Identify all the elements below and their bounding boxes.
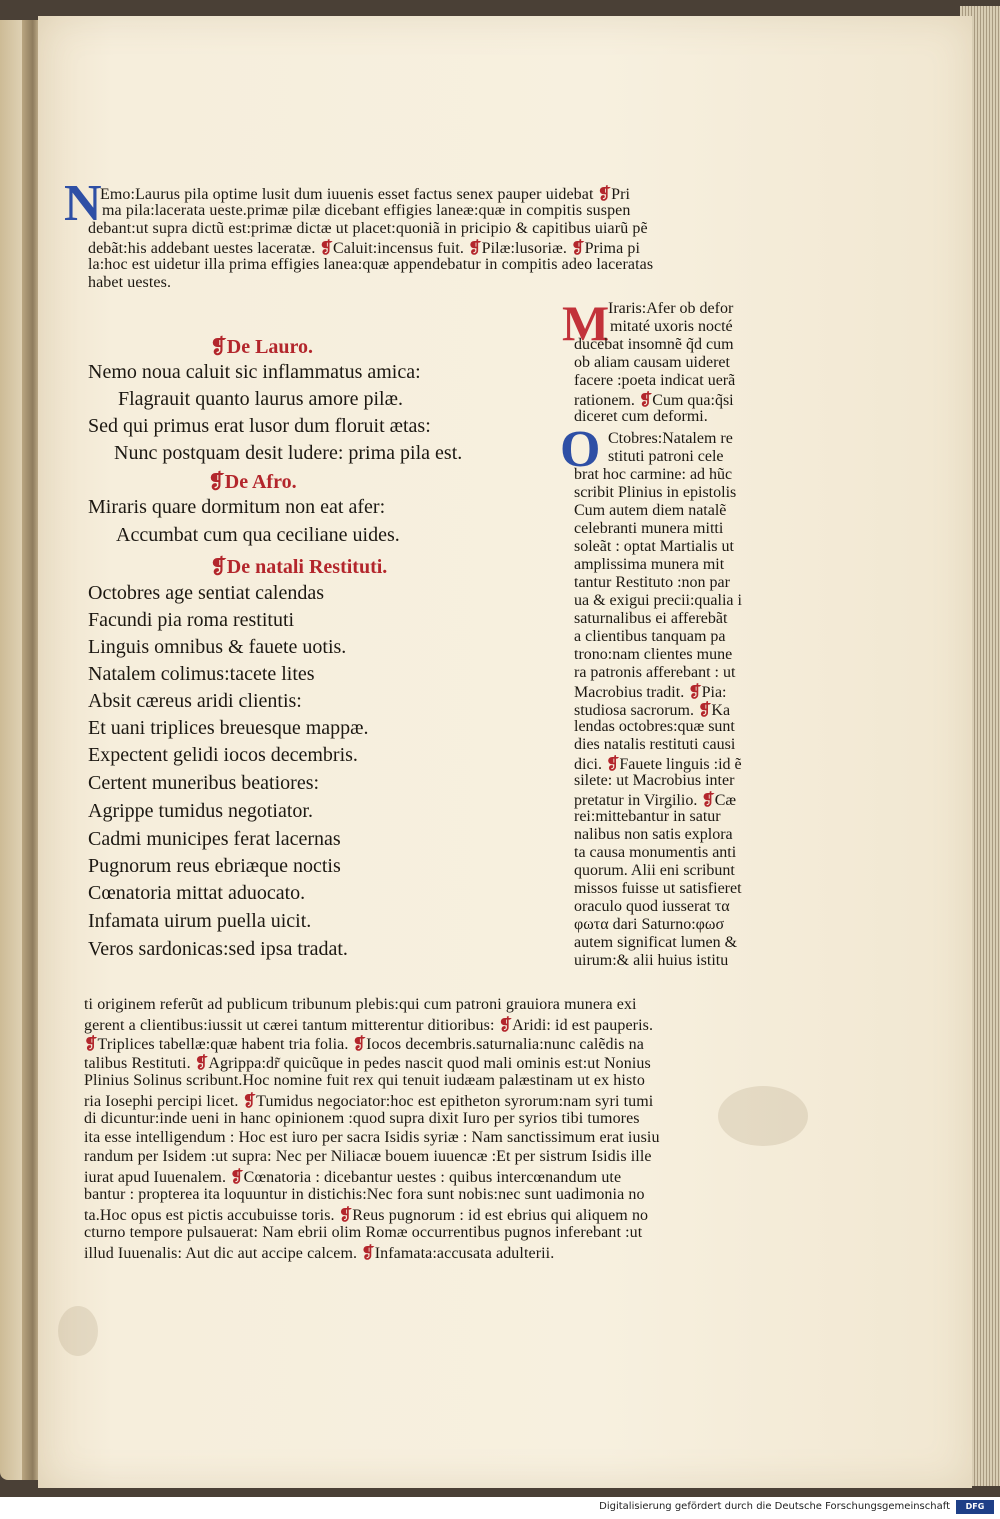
commentary-bottom-line: iurat apud Iuuenalem. ❡Cœnatoria : dicebantur uestes : quibus intercœnandum ute — [84, 1169, 622, 1186]
commentary-top-line: habet uestes. — [88, 274, 172, 291]
verse-line: Expectent gelidi iocos decembris. — [88, 744, 358, 766]
commentary-top-line: ma pila:lacerata ueste.primæ pilæ dicebant effigies laneæ:quæ in compitis suspen — [102, 202, 631, 219]
side-commentary-line: trono:nam clientes mune — [574, 646, 733, 663]
verse-line: Miraris quare dormitum non eat afer: — [88, 496, 386, 518]
commentary-bottom-line: ta.Hoc opus est pictis accubuisse toris. ❡Reus pugnorum : id est ebrius qui aliquem no — [84, 1207, 649, 1224]
verse-line: Certent muneribus beatiores: — [88, 772, 320, 794]
commentary-top-line: debãt:his addebant uestes laceratæ. ❡Caluit:incensus fuit. ❡Pilæ:lusoriæ. ❡Prima pi — [88, 240, 641, 257]
side-commentary-line: rei:mittebantur in satur — [574, 808, 721, 825]
side-commentary-line: dies natalis restituti causi — [574, 736, 736, 753]
section-heading-de-lauro: ❡De Lauro. — [210, 336, 314, 358]
verse-line: Natalem colimus:tacete lites — [88, 663, 315, 685]
commentary-bottom-line: ita esse intelligendum : Hoc est iuro per sacra Isidis syriæ : Nam sanctissimum erat iusiu — [84, 1129, 660, 1146]
commentary-top-line: debant:ut supra dictũ est:primæ dictæ ut placet:quoniã in pricipio & capitibus uiarũ pẽ — [88, 220, 648, 237]
side-commentary-line: oraculo quod iusserat τα — [574, 898, 730, 915]
side-commentary-line: facere :poeta indicat uerã — [574, 372, 736, 389]
side-commentary-line: celebranti munera mitti — [574, 520, 724, 537]
verse-line: Nunc postquam desit ludere: prima pila est. — [114, 442, 463, 464]
side-commentary-line: ta causa monumentis anti — [574, 844, 737, 861]
book-page — [38, 16, 972, 1488]
initial-m-red: M — [562, 295, 610, 351]
commentary-bottom-line: ti originem referũt ad publicum tribunum plebis:qui cum patroni grauiora munera exi — [84, 996, 637, 1013]
side-commentary-line: diceret cum deformi. — [574, 408, 708, 425]
commentary-bottom-line: ria Iosephi percipi licet. ❡Tumidus negociator:hoc est epitheton syrorum:nam syri tumi — [84, 1093, 654, 1110]
initial-o-blue: O — [560, 421, 601, 478]
side-commentary-line: soleãt : optat Martialis ut — [574, 538, 734, 555]
side-commentary-line: Macrobius tradit. ❡Pia: — [574, 684, 727, 701]
side-commentary-line: φωτα dari Saturno:φωσ — [574, 916, 725, 933]
side-commentary-line: silete: ut Macrobius inter — [574, 772, 735, 789]
side-commentary-line: scribit Plinius in epistolis — [574, 484, 737, 501]
side-commentary-line: quorum. Alii eni scribunt — [574, 862, 735, 879]
verse-line: Et uani triplices breuesque mappæ. — [88, 717, 369, 739]
side-commentary-line: ra patronis afferebant : ut — [574, 664, 736, 681]
side-commentary-line: ducebat insomnẽ q̃d cum — [574, 336, 734, 353]
side-commentary-line: lendas octobres:quæ sunt — [574, 718, 735, 735]
side-commentary-line: a clientibus tanquam pa — [574, 628, 726, 645]
side-commentary-line: rationem. ❡Cum qua:q̃si — [574, 392, 734, 409]
verse-line: Infamata uirum puella uicit. — [88, 910, 312, 932]
side-commentary-line: stituti patroni cele — [608, 448, 724, 465]
side-commentary-line: uirum:& alii huius istitu — [574, 952, 729, 969]
commentary-bottom-line: illud Iuuenalis: Aut dic aut accipe calcem. ❡Infamata:accusata adulterii. — [84, 1245, 555, 1262]
side-commentary-line: studiosa sacrorum. ❡Ka — [574, 702, 731, 719]
section-heading-de-natali-restituti: ❡De natali Restituti. — [210, 556, 388, 578]
initial-n-blue: N — [64, 175, 102, 232]
side-commentary-line: Ctobres:Natalem re — [608, 430, 733, 447]
verse-line: Linguis omnibus & fauete uotis. — [88, 636, 347, 658]
commentary-bottom-line: gerent a clientibus:iussit ut cærei tantum mitterentur ditioribus: ❡Aridi: id est pauperis. — [84, 1017, 654, 1034]
verse-line: Flagrauit quanto laurus amore pilæ. — [118, 388, 403, 410]
side-commentary-line: dici. ❡Fauete linguis :id ẽ — [574, 756, 742, 773]
footer-bar — [0, 1497, 1000, 1519]
side-commentary-line: tantur Restituto :non par — [574, 574, 730, 591]
verse-line: Facundi pia roma restituti — [88, 609, 295, 631]
side-commentary-line: Cum autem diem natalẽ — [574, 502, 727, 519]
verse-line: Octobres age sentiat calendas — [88, 582, 325, 604]
water-stain — [718, 1086, 808, 1146]
side-commentary-line: mitaté uxoris nocté — [610, 318, 733, 335]
dfg-logo: DFG — [956, 1500, 994, 1514]
side-commentary-line: Iraris:Afer ob defor — [608, 300, 734, 317]
side-commentary-line: autem significat lumen & — [574, 934, 738, 951]
verse-line: Absit cæreus aridi clientis: — [88, 690, 302, 712]
side-commentary-line: amplissima munera mit — [574, 556, 725, 573]
commentary-bottom-line: randum per Isidem :ut supra: Nec per Niliacæ bouem iuuencæ :Et per sistrum Isidis ille — [84, 1148, 652, 1165]
verse-line: Cœnatoria mittat aduocato. — [88, 882, 306, 904]
side-commentary-line: ob aliam causam uideret — [574, 354, 730, 371]
commentary-bottom-line: di dicuntur:inde ueni in hanc opinionem :quod supra dixit Iuro per syrios tibi tumores — [84, 1110, 640, 1127]
side-commentary-line: saturnalibus ei afferebãt — [574, 610, 728, 627]
commentary-top-line: Emo:Laurus pila optime lusit dum iuuenis esset factus senex pauper uidebat ❡Pri — [100, 186, 631, 203]
footer-credit: Digitalisierung gefördert durch die Deutsche Forschungsgemeinschaft — [599, 1501, 950, 1512]
side-commentary-line: missos fuisse ut satisfieret — [574, 880, 742, 897]
verse-line: Cadmi municipes ferat lacernas — [88, 828, 341, 850]
commentary-bottom-line: Plinius Solinus scribunt.Hoc nomine fuit rex qui tenuit iudæam palæstinam ut ex histo — [84, 1072, 645, 1089]
side-commentary-line: ua & exigui precii:qualia i — [574, 592, 742, 609]
side-commentary-line: pretatur in Virgilio. ❡Cæ — [574, 792, 737, 809]
commentary-bottom-line: cturno tempore pulsauerat: Nam ebrii olim Romæ occurrentibus pugnos inferebant :ut — [84, 1224, 643, 1241]
paper-spot — [58, 1306, 98, 1356]
verse-line: Accumbat cum qua ceciliane uides. — [116, 524, 400, 546]
verse-line: Agrippe tumidus negotiator. — [88, 800, 313, 822]
verse-line: Sed qui primus erat lusor dum floruit ætas: — [88, 415, 431, 437]
commentary-bottom-line: ❡Triplices tabellæ:quæ habent tria folia. ❡Iocos decembris.saturnalia:nunc calẽdis na — [84, 1036, 644, 1053]
commentary-bottom-line: bantur : propterea ita loquuntur in distichis:Nec fora sunt nobis:nec sunt uadimonia no — [84, 1186, 645, 1203]
verse-line: Nemo noua caluit sic inflammatus amica: — [88, 361, 421, 383]
section-heading-de-afro: ❡De Afro. — [208, 471, 297, 493]
commentary-top-line: la:hoc est uidetur illa prima effigies lanea:quæ appendebatur in compitis adeo laceratas — [88, 256, 654, 273]
commentary-bottom-line: talibus Restituti. ❡Agrippa:dr̃ quicũque in pedes nascit quod mali ominis est:ut Nonius — [84, 1055, 651, 1072]
verse-line: Veros sardonicas:sed ipsa tradat. — [88, 938, 348, 960]
side-commentary-line: brat hoc carmine: ad hũc — [574, 466, 733, 483]
side-commentary-line: nalibus non satis explora — [574, 826, 733, 843]
verse-line: Pugnorum reus ebriæque noctis — [88, 855, 341, 877]
